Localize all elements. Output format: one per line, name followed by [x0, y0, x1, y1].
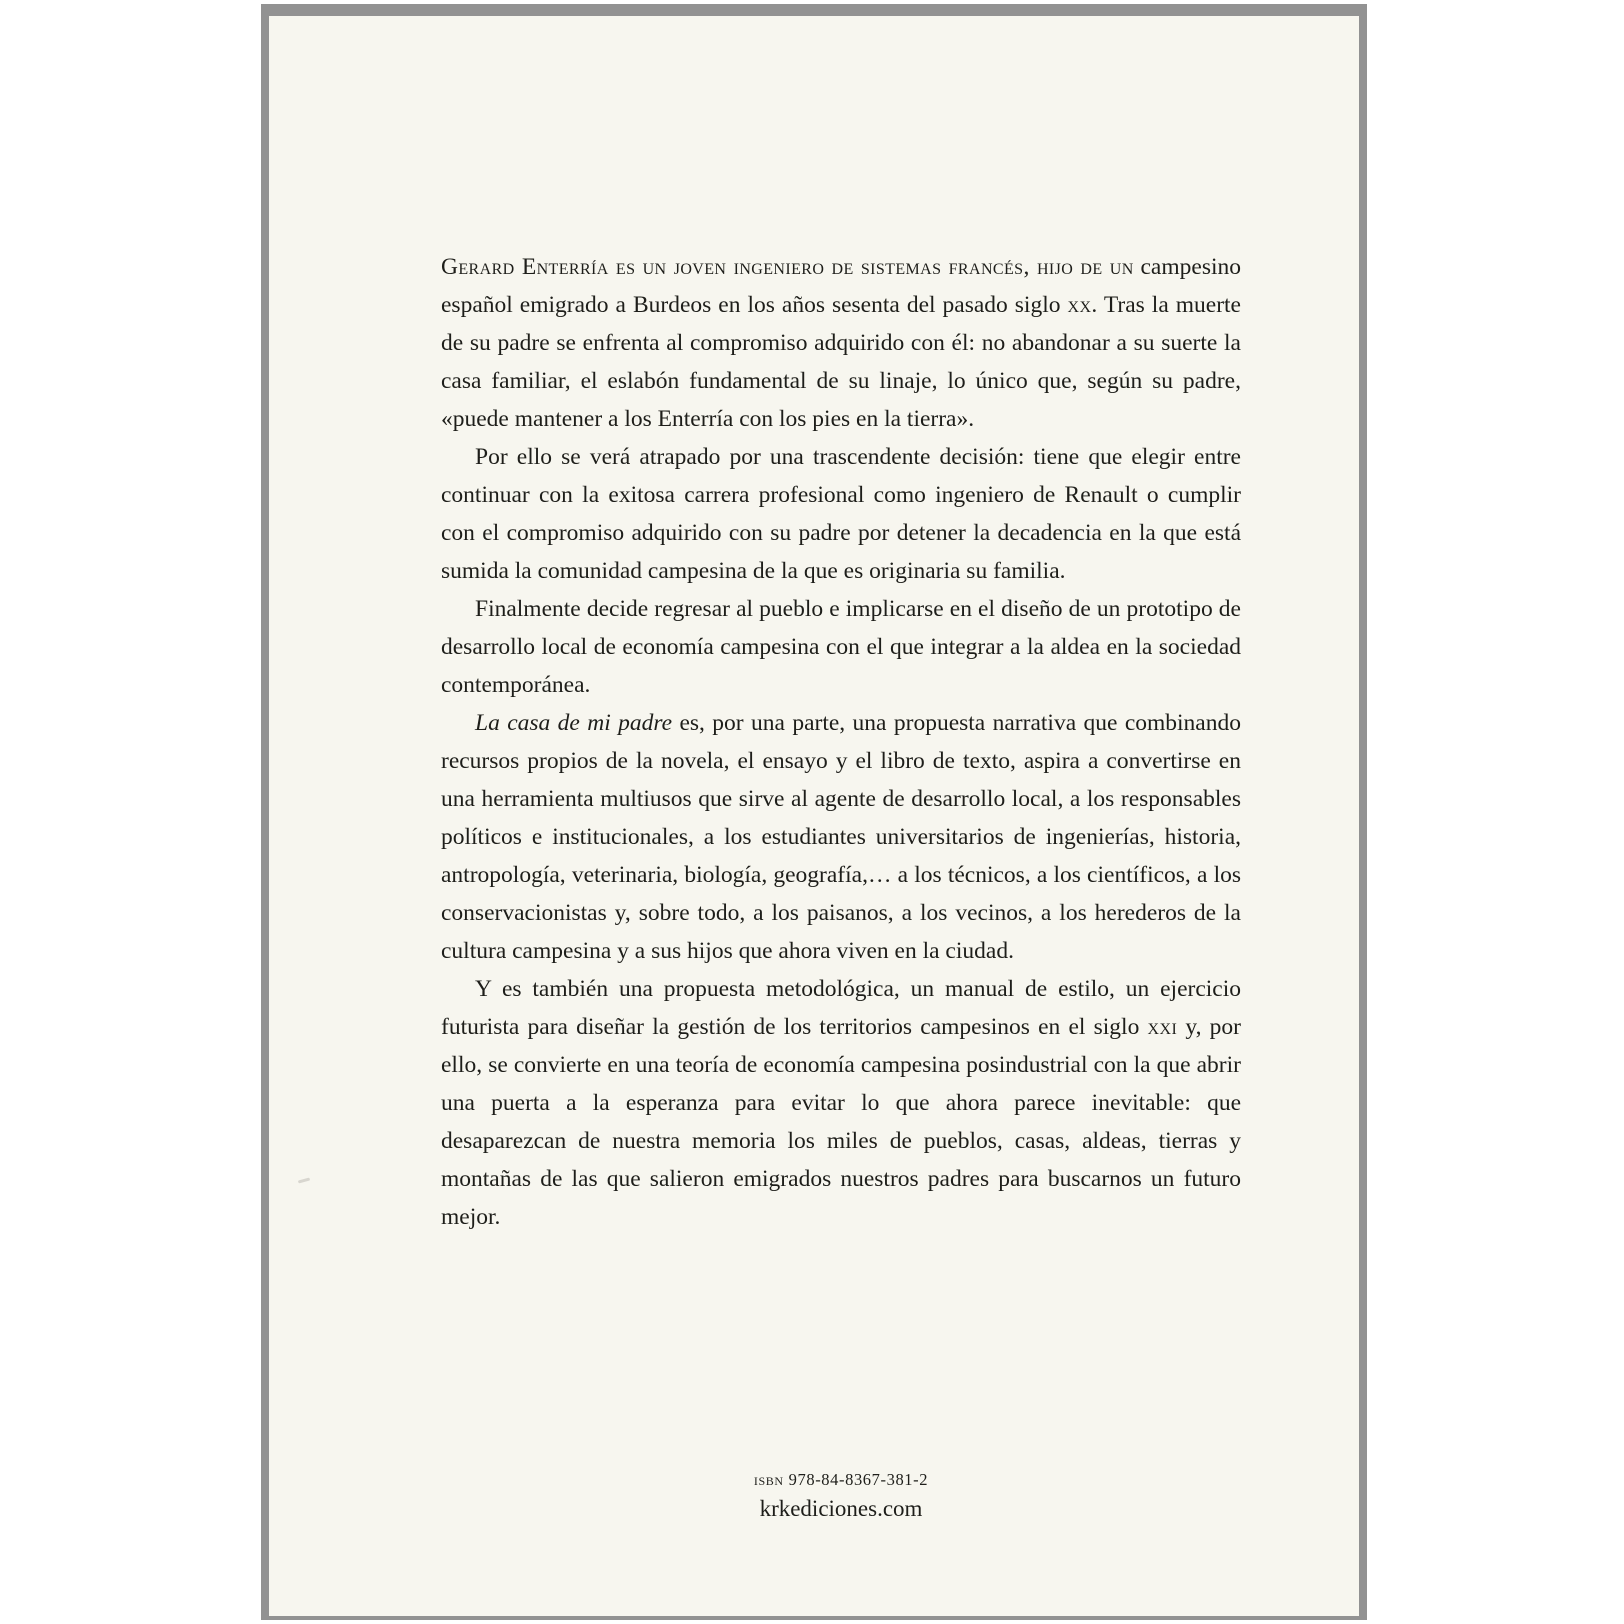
century-numeral-xxi: xxi — [1147, 1014, 1178, 1040]
paragraph-1-text: campesino español emigrado a Burdeos en los años sesenta del pasado siglo — [441, 254, 1241, 318]
synopsis-paragraph-2: Por ello se verá atrapado por una trascendente decisión: tiene que elegir entre continuar con la exitosa carrera profesional como ingeniero de Renault o cumplir con el compromiso adquirido con su padre por detener la decadencia en la que está sumida la comunidad campesina de la que es originaria su familia. — [441, 444, 1241, 584]
synopsis-paragraph-5 — [441, 970, 1241, 1236]
synopsis-paragraph-3: Finalmente decide regresar al pueblo e implicarse en el diseño de un prototipo de desarrollo local de economía campesina con el que integrar a la aldea en la sociedad contemporánea. — [441, 596, 1241, 698]
opening-small-caps: Gerard Enterría es un joven ingeniero de sistemas francés, hijo de un — [441, 254, 1134, 280]
synopsis-paragraph-1 — [441, 248, 1241, 438]
synopsis-text — [441, 248, 1241, 1236]
paragraph-4-text: es, por una parte, una propuesta narrativa que combinando recursos propios de la novela, el ensayo y el libro de texto, aspira a convertirse en una herramienta multiusos que sirve al agente de desarrollo local, a los responsables políticos e institucionales, a los estudiantes universitarios de ingenierías, historia, antropología, veterinaria, biología, geografía,… a los técnicos, a los científicos, a los conservacionistas y, sobre todo, a los paisanos, a los vecinos, a los herederos de la cultura campesina y a sus hijos que ahora viven en la ciudad. — [441, 710, 1241, 964]
book-title: La casa de mi padre — [475, 710, 673, 736]
paragraph-5-tail: y, por ello, se convierte en una teoría de economía campesina posindustrial con la que abrir una puerta a la esperanza para evitar lo que ahora parece inevitable: que desaparezcan de nuestra memoria los miles de pueblos, casas, aldeas, tierras y montañas de las que salieron emigrados nuestros padres para buscarnos un futuro mejor. — [441, 1014, 1241, 1230]
paragraph-5-lead: Y es también una propuesta metodológica, un manual de estilo, un ejercicio futurista para diseñar la gestión de los territorios campesinos en el siglo — [441, 976, 1241, 1040]
paragraph-1-tail: . Tras la muerte de su padre se enfrenta al compromiso adquirido con él: no abandonar a su suerte la casa familiar, el eslabón fundamental de su linaje, lo único que, según su padre, «puede mantener a los Enterría con los pies en la tierra». — [441, 292, 1241, 432]
synopsis-paragraph-4 — [441, 704, 1241, 970]
isbn-label: isbn — [753, 1470, 784, 1489]
century-numeral-xx: xx — [1067, 292, 1092, 318]
isbn-line — [441, 1470, 1241, 1490]
isbn-number: 978-84-8367-381-2 — [788, 1470, 929, 1489]
publisher-website: krkediciones.com — [759, 1496, 923, 1521]
